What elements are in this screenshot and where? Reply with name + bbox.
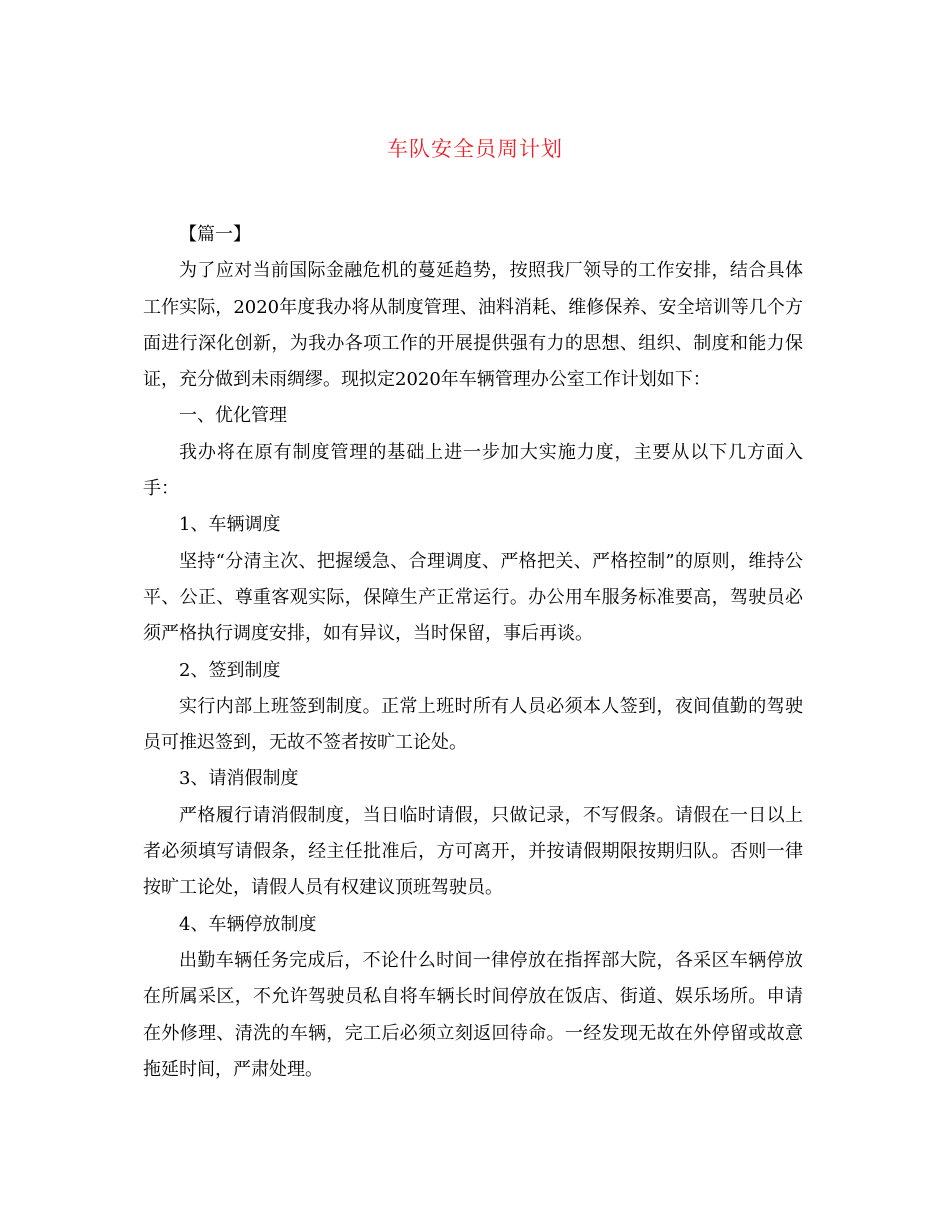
document-title: 车队安全员周计划 — [387, 137, 563, 161]
section-heading: 一、优化管理 — [179, 405, 287, 427]
subsection-heading: 3、请消假制度 — [179, 768, 299, 790]
body-paragraph: 坚持“分清主次、把握缓急、合理调度、严格把关、严格控制”的原则，维持公平、公正、尊重客观实际，保障生产正常运行。办公用车服务标准要高，驾驶员必须严格执行调度安排，如有异议，当时保留，事后再谈。 — [143, 550, 803, 645]
subsection-heading: 1、车辆调度 — [179, 514, 281, 536]
subsection-heading: 2、签到制度 — [179, 659, 281, 681]
section-marker: 【篇一】 — [179, 224, 251, 245]
body-paragraph: 实行内部上班签到制度。正常上班时所有人员必须本人签到，夜间值勤的驾驶员可推迟签到，无故不签者按旷工论处。 — [143, 695, 803, 754]
intro-paragraph: 为了应对当前国际金融危机的蔓延趋势，按照我厂领导的工作安排，结合具体工作实际，2020年度我办将从制度管理、油料消耗、维修保养、安全培训等几个方面进行深化创新，为我办各项工作的开展提供强有力的思想、组织、制度和能力保证，充分做到未雨绸缪。现拟定2020年车辆管理办公室工作计划如下： — [143, 260, 803, 391]
body-paragraph: 我办将在原有制度管理的基础上进一步加大实施力度，主要从以下几方面入手： — [143, 441, 803, 500]
body-paragraph: 严格履行请消假制度，当日临时请假，只做记录，不写假条。请假在一日以上者必须填写请假条，经主任批准后，方可离开，并按请假期限按期归队。否则一律按旷工论处，请假人员有权建议顶班驾驶员。 — [143, 804, 803, 899]
document-body — [143, 217, 803, 1088]
subsection-heading: 4、车辆停放制度 — [179, 913, 317, 935]
body-paragraph: 出勤车辆任务完成后，不论什么时间一律停放在指挥部大院，各采区车辆停放在所属采区，不允许驾驶员私自将车辆长时间停放在饭店、街道、娱乐场所。申请在外修理、清洗的车辆，完工后必须立刻返回待命。一经发现无故在外停留或故意拖延时间，严肃处理。 — [143, 949, 803, 1080]
